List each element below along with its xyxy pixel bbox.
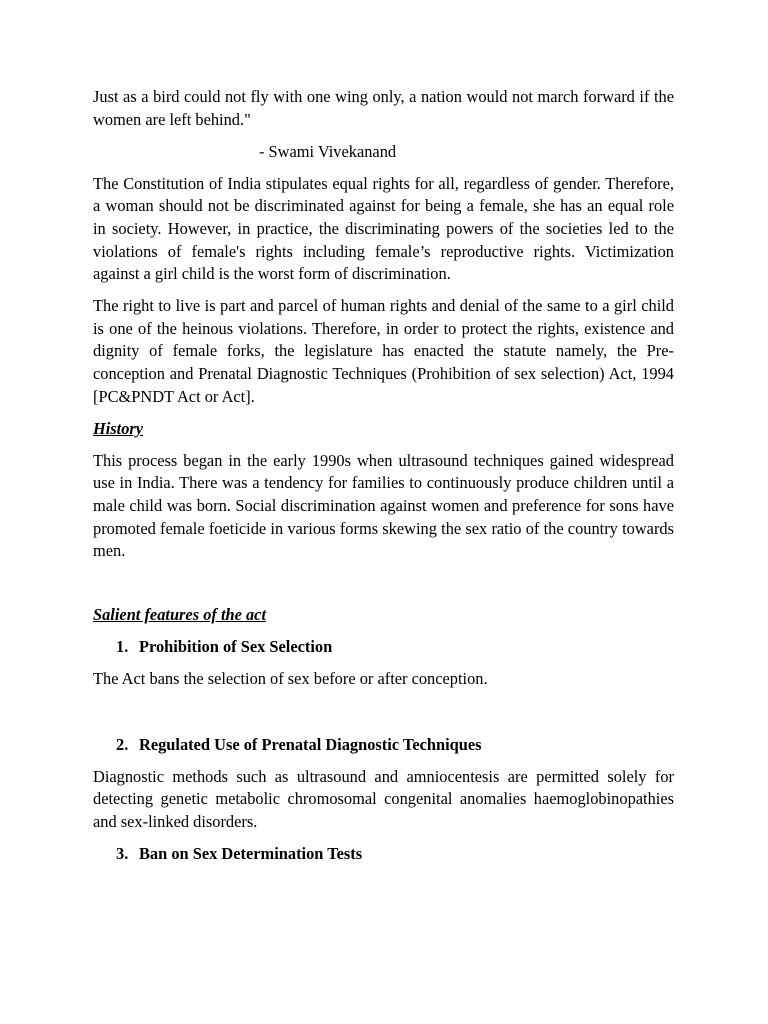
feature-title bbox=[93, 843, 674, 866]
history-paragraph: This process began in the early 1990s when ultrasound techniques gained widespread use in India. There was a tendency for families to continuously produce children until a male child was born. Social discrimination against women and preference for sons have promoted female foeticide in various forms skewing the sex ratio of the country towards men. bbox=[93, 450, 674, 561]
intro-paragraph: The Constitution of India stipulates equal rights for all, regardless of gender. Therefore, a woman should not be discriminated against for being a female, she has an equal role in society. However, in practice, the discriminating powers of the societies led to the violations of female's rights including female’s reproductive rights. Victimization against a girl child is the worst form of discrimination. bbox=[93, 173, 674, 284]
quote-text: Just as a bird could not fly with one wing only, a nation would not march forward if the women are left behind." bbox=[93, 87, 674, 129]
feature-title bbox=[93, 734, 674, 757]
quote-attribution: - Swami Vivekanand bbox=[259, 141, 397, 161]
intro-paragraph: The right to live is part and parcel of human rights and denial of the same to a girl child is one of the heinous violations. Therefore, in order to protect the rights, existence and dignity of female forks, the legislature has enacted the statute namely, the Pre-conception and Prenatal Diagnostic Techniques (Prohibition of sex selection) Act, 1994 [PC&PNDT Act or Act]. bbox=[93, 296, 674, 406]
feature-number: 1. bbox=[116, 637, 129, 657]
feature-paragraph: Diagnostic methods such as ultrasound and amniocentesis are permitted solely for detecting genetic metabolic chromosomal congenital anomalies haemoglobinopathies and sex-linked disorders. bbox=[93, 766, 674, 831]
feature-title bbox=[93, 636, 674, 659]
blank-line bbox=[93, 701, 674, 734]
document-page bbox=[93, 86, 674, 875]
feature-title-text: Prohibition of Sex Selection bbox=[139, 637, 333, 657]
feature-title-text: Regulated Use of Prenatal Diagnostic Techniques bbox=[139, 734, 482, 754]
blank-line bbox=[93, 572, 674, 604]
history-heading: History bbox=[93, 418, 144, 438]
feature-paragraph: The Act bans the selection of sex before or after conception. bbox=[93, 669, 488, 689]
feature-title-text: Ban on Sex Determination Tests bbox=[139, 843, 363, 863]
features-heading: Salient features of the act bbox=[93, 605, 267, 625]
feature-number: 3. bbox=[116, 843, 129, 863]
feature-number: 2. bbox=[116, 734, 129, 754]
